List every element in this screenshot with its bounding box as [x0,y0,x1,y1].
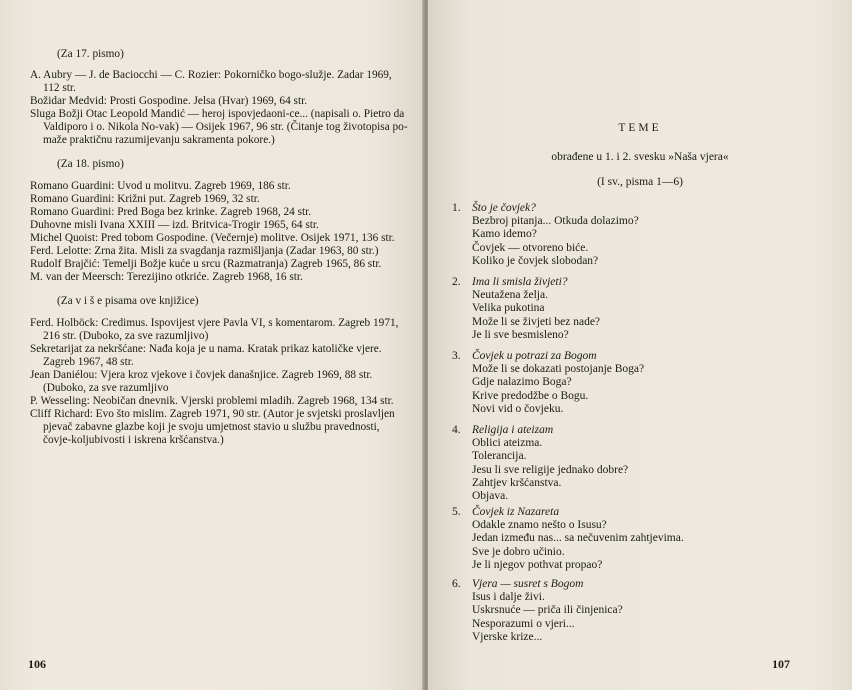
topic-line: Je li njegov pothvat propao? [472,558,603,571]
bibliography-entry: Sekretarijat za nekršćane: Nađa koja je u nama. Kratak prikaz katoličke vjere. Zagreb 1967, 48 str. [30,343,382,368]
section-heading-17: (Za 17. pismo) [57,48,124,60]
topic-line: Isus i dalje živi. [472,591,545,604]
section-heading-more: (Za v i š e pisama ove knjižice) [57,295,199,307]
topic-line: Je li sve besmisleno? [472,328,569,341]
section-heading-18: (Za 18. pismo) [57,158,124,170]
page-number-left: 106 [28,657,46,671]
topic-line: Gdje nalazimo Boga? [472,376,572,389]
topic-line: Jedan između nas... sa nečuvenim zahtjevima. [472,532,684,545]
topic-line: Krive predodžbe o Bogu. [472,389,589,402]
topic-line: Čovjek — otvoreno biće. [472,241,589,254]
topic-line: Sve je dobro učinio. [472,545,565,558]
bibliography-entry: Duhovne misli Ivana XXIII — izd. Britvica-Trogir 1965, 64 str. [30,219,319,231]
bibliography-entry: Ferd. Lelotte: Zrna žita. Misli za svagdanja razmišljanja (Zadar 1963, 80 str.) [30,245,379,257]
left-page [0,0,424,690]
topic-item: 1. Što je čovjek? Bezbroj pitanja... Otkuda dolazimo? Kamo idemo? Čovjek — otvoreno biće. Koliko je čovjek slobodan? [452,202,639,267]
topic-title: Ima li smisla živjeti? [472,276,568,288]
topic-line: Kamo idemo? [472,228,537,241]
topic-line: Nesporazumi o vjeri... [472,617,575,630]
bibliography-entry: P. Wesseling: Neobičan dnevnik. Vjerski problemi mladih. Zagreb 1968, 134 str. [30,395,394,407]
right-page [428,0,852,690]
topic-line: Objava. [472,490,509,503]
topic-line: Vjerske krize... [472,630,543,643]
topic-item: 2. Ima li smisla živjeti? Neutažena želja. Velika pukotina Može li se živjeti bez nade? Je li sve besmisleno? [452,276,601,341]
bibliography-entry: Sluga Božji Otac Leopold Mandić — heroj ispovjedaoni-ce... (napisali o. Pietro da Valdiporo i o. Nikola No-vak) — Osijek 1967, 96 str. (Čitanje tog životopisa po-maže praktičnu razumijevanju sakramenta pokore.) [30,108,408,146]
topic-item: 5. Čovjek iz Nazareta Odakle znamo nešto o Isusu? Jedan između nas... sa nečuvenim zahtjevima. Sve je dobro učinio. Je li njegov pothvat propao? [452,506,684,571]
bibliography-entry: Romano Guardini: Uvod u molitvu. Zagreb 1969, 186 str. [30,180,291,192]
topic-line: Odakle znamo nešto o Isusu? [472,519,607,532]
bibliography-entry: M. van der Meersch: Terezijino otkriće. Zagreb 1968, 16 str. [30,271,303,283]
topic-line: Neutažena želja. [472,289,548,302]
topic-line: Uskrsnuće — priča ili činjenica? [472,604,623,617]
topic-line: Tolerancija. [472,450,527,463]
bibliography-entry: Božidar Medvid: Prosti Gospodine. Jelsa (Hvar) 1969, 64 str. [30,95,308,107]
topic-title: Vjera — susret s Bogom [472,578,584,590]
topic-item: 3. Čovjek u potrazi za Bogom Može li se dokazati postojanje Boga? Gdje nalazimo Boga? Krive predodžbe o Bogu. Novi vid o čovjeku. [452,350,645,415]
bibliography-entry: Ferd. Holböck: Credimus. Ispovijest vjere Pavla VI, s komentarom. Zagreb 1971, 216 str. (Duboko, za sve razumljivo) [30,317,399,342]
left-page-text [30,48,408,447]
page-subtitle: obrađene u 1. i 2. svesku »Naša vjera« [551,151,729,163]
topic-line: Može li se živjeti bez nade? [472,315,601,328]
bibliography-entry: Romano Guardini: Pred Boga bez krinke. Zagreb 1968, 24 str. [30,206,312,218]
topic-title: Što je čovjek? [472,202,536,214]
topic-line: Koliko je čovjek slobodan? [472,254,599,267]
bibliography-entry: A. Aubry — J. de Baciocchi — C. Rozier: Pokorničko bogo-služje. Zadar 1969, 112 str. [30,69,392,94]
topic-line: Velika pukotina [472,302,545,315]
bibliography-entry: Rudolf Brajčić: Temelji Božje kuće u srcu (Razmatranja) Zagreb 1965, 86 str. [30,258,382,270]
bibliography-entry: Romano Guardini: Križni put. Zagreb 1969, 32 str. [30,193,260,205]
topic-line: Oblici ateizma. [472,437,543,450]
topic-line: Jesu li sve religije jednako dobre? [472,463,629,476]
topic-title: Čovjek u potrazi za Bogom [472,350,597,362]
volume-label: (I sv., pisma 1—6) [597,176,683,188]
topic-item: 6. Vjera — susret s Bogom Isus i dalje živi. Uskrsnuće — priča ili činjenica? Nesporazumi o vjeri... Vjerske krize... [452,578,623,643]
topic-title: Čovjek iz Nazareta [472,506,560,518]
page-number-right: 107 [772,657,790,671]
page-title: TEME [618,122,662,134]
topic-line: Zahtjev kršćanstva. [472,476,562,489]
topic-line: Može li se dokazati postojanje Boga? [472,363,645,376]
bibliography-entry: Jean Daniélou: Vjera kroz vjekove i čovjek današnjice. Zagreb 1969, 88 str. (Duboko, za sve razumljivo [30,369,373,394]
topic-line: Novi vid o čovjeku. [472,402,564,415]
topic-title: Religija i ateizam [472,424,554,436]
bibliography-entry: Cliff Richard: Evo što mislim. Zagreb 1971, 90 str. (Autor je svjetski proslavljen pjevač zabavne glazbe koji je svoju umjetnost stavio u službu pravednosti, čovje-koljubivosti i iskrena kršćanstva.) [30,408,395,446]
topic-item: 4. Religija i ateizam Oblici ateizma. Tolerancija. Jesu li sve religije jednako dobre? Zahtjev kršćanstva. Objava. [452,424,629,503]
topic-line: Bezbroj pitanja... Otkuda dolazimo? [472,215,639,228]
bibliography-entry: Michel Quoist: Pred tobom Gospodine. (Večernje) molitve. Osijek 1971, 136 str. [30,232,395,244]
